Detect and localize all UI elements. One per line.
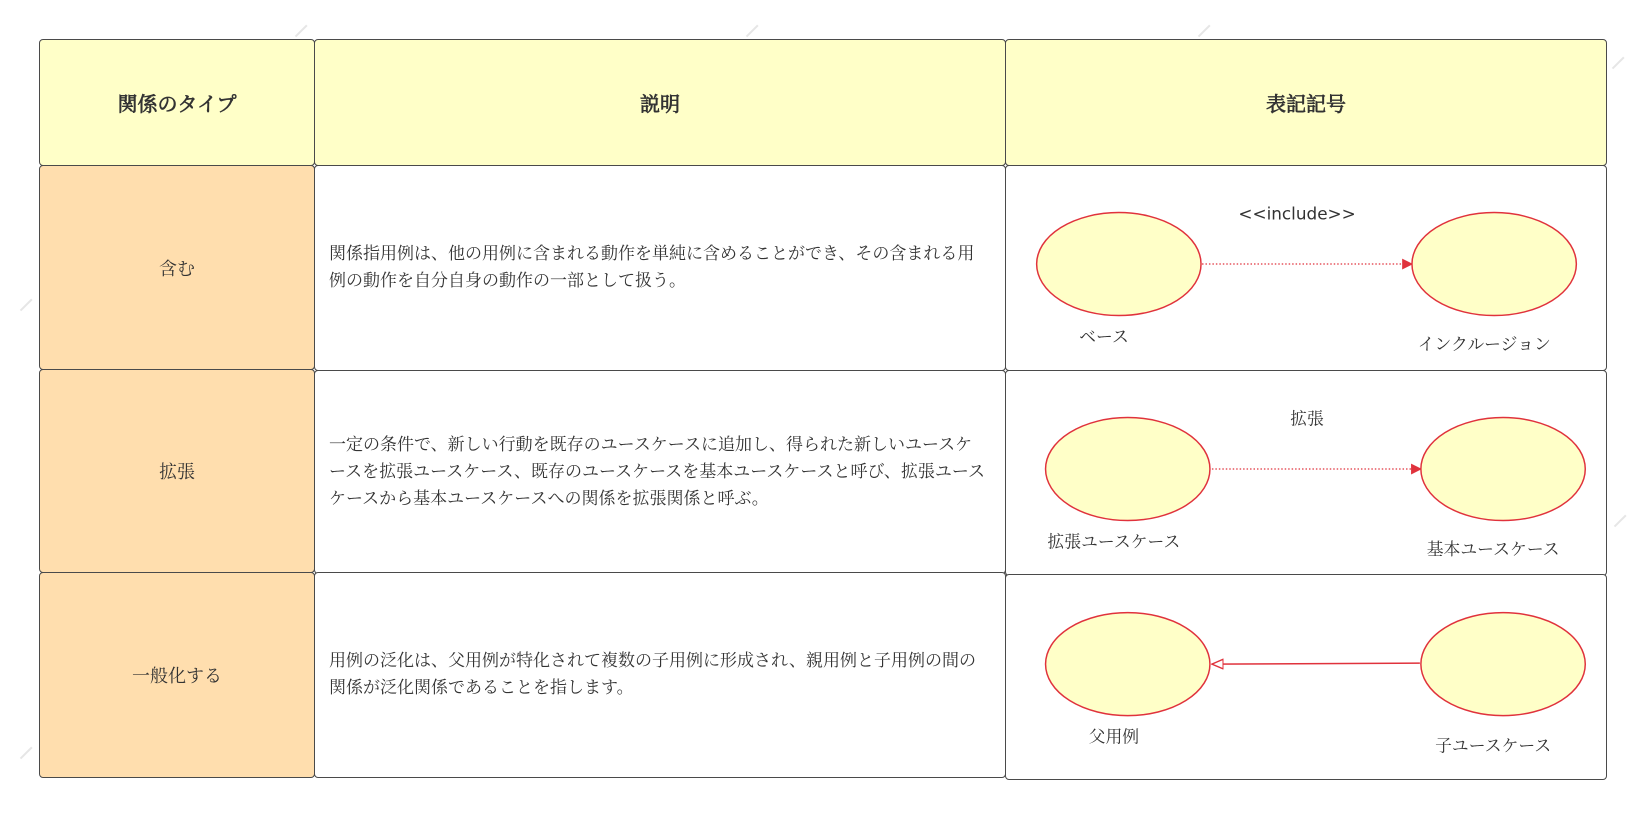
type-label-generalization: 一般化する [132,666,222,687]
type-label-extend: 拡張 [159,462,195,483]
description-cell-generalization [314,572,1006,778]
inclusion-usecase-label: インクルージョン [1417,334,1551,355]
extension-usecase-label: 拡張ユースケース [1047,531,1181,552]
extend-relation-label: 拡張 [1290,408,1324,429]
description-text-include: 関係指用例は、他の用例に含まれる動作を単純に含めることができ、その含まれる用例の動作を自分自身の動作の一部として扱う。 [329,244,975,291]
include-diagram [1006,166,1606,370]
extend-diagram [1006,371,1606,575]
watermark-mark [20,747,32,759]
watermark-mark [1614,515,1626,527]
watermark-mark [1612,57,1624,69]
parent-usecase-ellipse [1046,613,1210,716]
child-usecase-label: 子ユースケース [1435,735,1552,756]
header-description [314,39,1006,166]
inclusion-usecase-ellipse [1412,213,1576,316]
base-usecase-label: ベース [1079,326,1129,347]
notation-cell-extend [1005,370,1607,576]
base-usecase-ellipse [1037,213,1201,316]
header-type [39,39,315,166]
watermark-mark [295,25,307,37]
type-cell-include [39,165,315,370]
description-cell-include [314,165,1006,371]
notation-cell-generalization [1005,574,1607,780]
description-cell-extend [314,370,1006,574]
header-notation [1005,39,1607,166]
notation-cell-include [1005,165,1607,371]
header-description-label: 説明 [640,92,680,116]
parent-usecase-label: 父用例 [1088,726,1140,747]
type-cell-generalization [39,572,315,778]
watermark-mark [1198,25,1210,37]
basic-usecase-label: 基本ユースケース [1426,539,1560,560]
watermark-mark [746,25,758,37]
header-type-label: 関係のタイプ [117,92,237,116]
generalization-arrow [1212,663,1420,664]
include-stereotype-label: <<include>> [1238,203,1356,224]
type-label-include: 含む [159,258,195,280]
description-text-generalization: 用例の泛化は、父用例が特化されて複数の子用例に形成され、親用例と子用例の間の関係が泛化関係であることを指します。 [329,651,977,698]
basic-usecase-ellipse [1421,418,1585,521]
header-notation-label: 表記記号 [1266,92,1346,116]
child-usecase-ellipse [1421,613,1585,716]
generalization-diagram [1006,575,1606,779]
watermark-mark [20,299,32,311]
description-text-extend: 一定の条件で、新しい行動を既存のユースケースに追加し、得られた新しいユースケースを拡張ユースケース、既存のユースケースを基本ユースケースと呼び、拡張ユースケースから基本ユースケースへの関係を拡張関係と呼ぶ。 [329,434,986,509]
type-cell-extend [39,369,315,573]
extension-usecase-ellipse [1046,418,1210,521]
